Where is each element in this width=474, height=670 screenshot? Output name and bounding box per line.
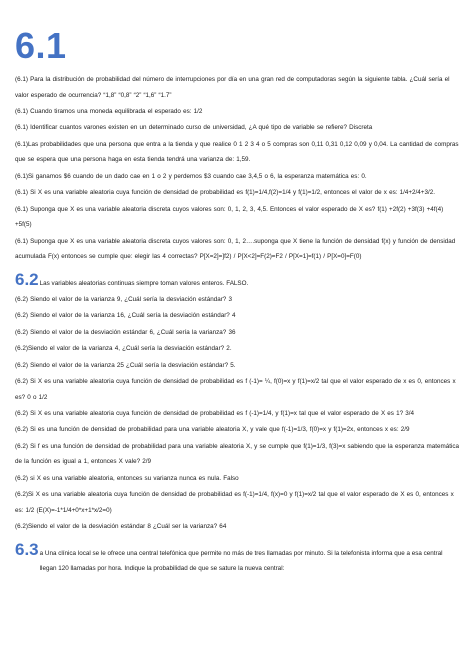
paragraph: (6.2) Siendo el valor de la varianza 16, ¿Cuál sería la desviación estándar? 4	[15, 312, 236, 320]
paragraph: (6.2) Si es una función de densidad de probabilidad para una variable aleatoria X, y vale que f(-1)=1/3, f(0)=x y f(1)=2x, entonces x es: 2/9	[15, 426, 410, 434]
section-6-2-body	[15, 292, 460, 535]
paragraph: (6.2) Si f es una función de densidad de probabilidad para una variable aleatoria X, y se cumple que f(1)=1/3, f(3)=x sabiendo que la esperanza matemática de la función es igual a 1, entonces X vale? 2/9	[15, 442, 460, 466]
paragraph: (6.2) Siendo el valor de la varianza 25 ¿Cuál sería la desviación estándar? 5.	[15, 361, 236, 369]
paragraph: (6.1)Las probabilidades que una persona que entra a la tienda y que realice 0 1 2 3 4 o 5 compras son 0,11 0,31 0,12 0,09 y 0,04. La cantidad de compras que se espera que una persona haga en esta tienda tendrá una varianza de: 1,59.	[15, 140, 459, 164]
section-heading-6-2: 6.2	[15, 269, 39, 289]
paragraph: (6.2)Siendo el valor de la desviación estándar 8 ¿Cuál ser la varianza? 64	[15, 523, 227, 531]
section-heading-6-3-row	[15, 540, 460, 577]
paragraph: (6.2) Si X es una variable aleatoria cuya función de densidad de probabilidad es f (-1)=1/4, y f(1)=x tal que el valor esperado de X es 1? 3/4	[15, 410, 414, 418]
section-6-3-text: a Una clínica local se le ofrece una central telefónica que permite no más de tres llamadas por minuto. Si la telefonista informa que a esa central llegan 120 llamadas por hora. Indique la probabilidad de que se sature la nueva central:	[39, 549, 443, 573]
section-heading-6-3: 6.3	[15, 539, 39, 559]
paragraph: (6.2) si X es una variable aleatoria, entonces su varianza nunca es nula. Falso	[15, 474, 239, 482]
paragraph: (6.2) Siendo el valor de la desviación estándar 6, ¿Cuál sería la varianza? 36	[15, 328, 236, 336]
paragraph: (6.1) Cuando tiramos una moneda equilibrada el esperado es: 1/2	[15, 107, 203, 115]
paragraph: (6.1) Para la distribución de probabilidad del número de interrupciones por día en una gran red de computadoras según la siguiente tabla. ¿Cuál sería el valor esperado de ocurrencia? “1,8” “0,8” “2” “1,6” “1.7”	[15, 76, 450, 99]
paragraph: (6.1) Suponga que X es una variable aleatoria discreta cuyos valores son: 0, 1, 2, 3, 4,5. Entonces el valor esperado de X es? f(1) +2f(2) +3f(3) +4f(4) +5f(5)	[15, 205, 444, 229]
paragraph: (6.2)Si X es una variable aleatoria cuya función de densidad de probabilidad es f(-1)=1/4, f(x)=0 y f(1)=x/2 tal que el valor esperado de X es 0, entonces x es: 1/2 (E(X)=-1*1/4+0*x+1*x/2=0)	[15, 491, 454, 514]
paragraph: (6.1) Suponga que X es una variable aleatoria discreta cuyos valores son: 0, 1, 2….suponga que X tiene la función de densidad f(x) y función de densidad acumulada F(x) entonces se cumple que: elegir las 4 correctas? P[X=2]=]f2) / P[X<2]=F(2)=F2 / P[X=1]=f(1) / P[X=0]=F(0)	[15, 237, 456, 261]
paragraph: (6.2)Siendo el valor de la varianza 4, ¿Cuál sería la desviación estándar? 2.	[15, 345, 232, 353]
paragraph: (6.1) Si X es una variable aleatoria cuya función de densidad de probabilidad es f(1)=1/4,f(2)=1/4 y f(1)=1/2, entonces el valor de x es: 1/4+2/4+3/2.	[15, 189, 435, 197]
paragraph: (6.2) Siendo el valor de la varianza 9, ¿Cuál sería la desviación estándar? 3	[15, 296, 232, 304]
section-heading-6-1: 6.1	[15, 25, 67, 66]
section-6-2-intro: Las variables aleatorias continuas siempre toman valores enteros. FALSO.	[39, 279, 249, 287]
section-6-1-body	[15, 72, 460, 265]
section-heading-6-2-row	[15, 270, 460, 292]
paragraph: (6.2) Si X es una variable aleatoria cuya función de densidad de probabilidad es f (-1)= ¼, f(0)=x y f(1)=x/2 tal que el valor esperado de x es 0, entonces x es? 0 o 1/2	[15, 378, 456, 401]
paragraph: (6.1) Identificar cuantos varones existen en un determinado curso de universidad, ¿A qué tipo de variable se refiere? Discreta	[15, 124, 373, 132]
paragraph: (6.1)Si ganamos $6 cuando de un dado cae en 1 o 2 y perdemos $3 cuando cae 3,4,5 o 6, la esperanza matemática es: 0.	[15, 172, 367, 180]
